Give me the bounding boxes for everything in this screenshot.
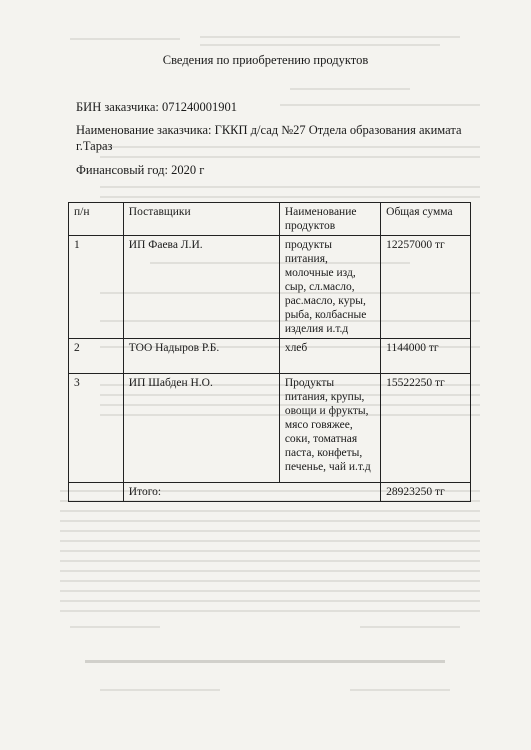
fiscal-year: Финансовый год: 2020 г — [76, 163, 205, 177]
row-products: Продукты питания, крупы, овощи и фрукты, мясо говяжее, соки, томатная паста, конфеты, печенье, чай и.т.д — [279, 374, 380, 483]
customer-name: Наименование заказчика: ГККП д/сад №27 Отдела образования акимата г.Тараз — [76, 123, 462, 153]
row-amount: 12257000 тг — [381, 236, 471, 339]
document-title: Сведения по приобретению продуктов — [162, 53, 369, 67]
total-empty-cell — [69, 483, 124, 502]
header-suppliers: Поставщики — [123, 203, 279, 236]
row-supplier: ИП Фаева Л.И. — [123, 236, 279, 339]
table-header-row — [69, 203, 471, 236]
table-row — [69, 374, 471, 483]
total-amount: 28923250 тг — [381, 483, 471, 502]
table-row — [69, 339, 471, 374]
row-number: 1 — [69, 236, 124, 339]
header-total-amount: Общая сумма — [381, 203, 471, 236]
row-amount: 15522250 тг — [381, 374, 471, 483]
row-products: продукты питания, молочные изд, сыр, сл.масло, рас.масло, куры, рыба, колбасные изделия и.т.д — [279, 236, 380, 339]
row-supplier: ТОО Надыров Р.Б. — [123, 339, 279, 374]
row-number: 3 — [69, 374, 124, 483]
row-supplier: ИП Шабден Н.О. — [123, 374, 279, 483]
table-total-row — [69, 483, 471, 502]
customer-bin: БИН заказчика: 071240001901 — [76, 100, 237, 114]
total-label: Итого: — [123, 483, 380, 502]
header-number: п/н — [69, 203, 124, 236]
header-products: Наименование продуктов — [279, 203, 380, 236]
table-row — [69, 236, 471, 339]
row-amount: 1144000 тг — [381, 339, 471, 374]
row-products: хлеб — [279, 339, 380, 374]
row-number: 2 — [69, 339, 124, 374]
purchases-table — [68, 202, 471, 502]
